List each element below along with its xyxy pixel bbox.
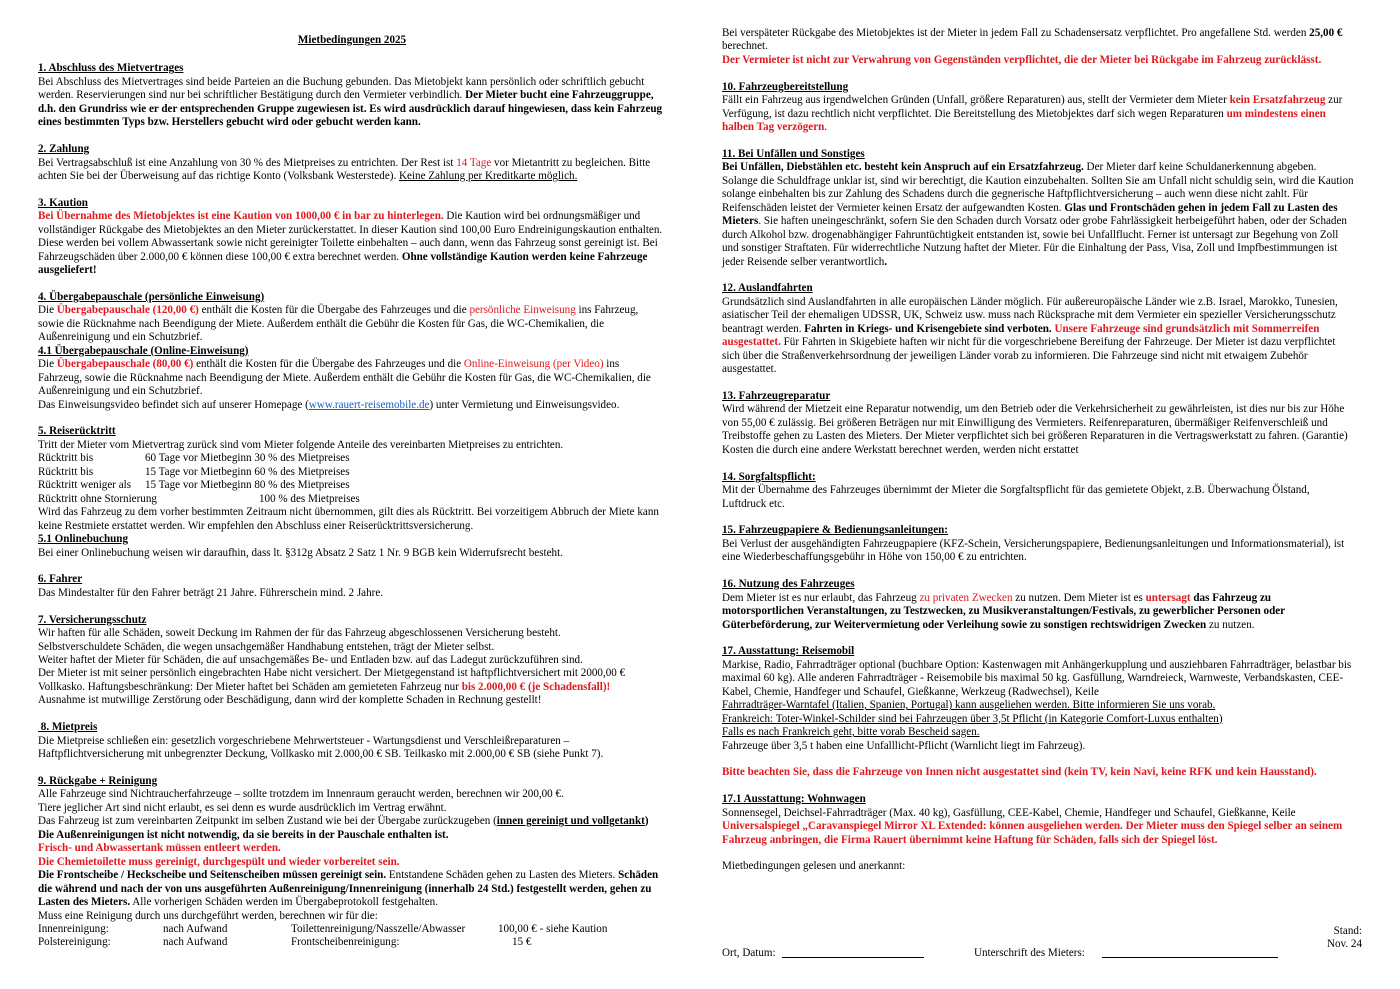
text-run: Die <box>38 304 57 317</box>
signature-row <box>722 946 1278 960</box>
section-9 <box>38 775 666 950</box>
section-13 <box>722 390 1354 457</box>
cleaning-cost-row <box>38 923 666 936</box>
text-run: . Sie haften uneingeschränkt, sofern Sie den Schaden durch Vorsatz oder grobe Fahrlässigkeit herbeigeführt haben, oder der Schaden durch Alkohol bzw. drogenabhängiger Fahruntüchtigkeit entstanden ist, sowie bei Unfallflucht. Ferner ist untersagt zur Begehung von Zoll und sonstiger Straftaten. Für widerrechtliche Nutzung haftet der Mieter. Für die Einhaltung der Pass, Visa, Zoll und Impfbestimmungen ist jeder Reisende selber verantwortlich <box>722 215 1347 268</box>
section-text <box>38 210 666 277</box>
text-run: Grundsätzlich sind Auslandfahrten in alle europäischen Länder möglich. Für außereuropäische Länder wie z.B. Israel, Marokko, Tunesien, asiatischer Teil der ehemaligen UDSSR, UK, Schweiz usw. muss nach Rücksprache mit dem Vermieter ein spezieller Versicherungsschutz beantragt werden. <box>722 295 1338 335</box>
text-run: Alle vorherigen Schäden werden im Übergabeprotokoll festgehalten. <box>130 896 438 909</box>
section-text: Ausnahme ist mutwillige Zerstörung oder Beschädigung, dann wird der komplette Schaden in Rechnung gestellt! <box>38 694 542 707</box>
section-text: Mit der Übernahme des Fahrzeuges übernimmt der Mieter die Sorgfaltspflicht für das gemietete Objekt, z.B. Überwachung Ölstand, Luftdruck etc. <box>722 484 1310 510</box>
highlight-text: Der Vermieter ist nicht zur Verwahrung von Gegenständen verpflichtet, die der Mieter bei Rückgabe im Fahrzeug zurücklässt. <box>722 53 1322 66</box>
section-16 <box>722 578 1354 632</box>
homepage-link[interactable]: www.rauert-reisemobile.de <box>308 398 430 411</box>
highlight-text: Übergabepauschale (80,00 €) <box>56 358 194 371</box>
section-text <box>38 667 666 694</box>
text-run: Der Mieter darf keine Schuldanerkennung abgeben. Solange die Schuldfrage unklar ist, sind wir berechtigt, die Kaution einzubehalten. Sollten Sie am Unfall nicht schuldig sein, wird die Kaution solange einbehalten bis zur Zahlung des Schadens durch die gegnerische Haftpflichtversicherung – auch wenn diese nicht zahlt. Für Reifenschäden leistet der Vermieter keinen Ersatz der aufgewandten Kosten. <box>722 161 1354 214</box>
section-text <box>38 815 666 842</box>
underlined-text: Keine Zahlung per Kreditkarte möglich. <box>399 170 578 183</box>
acknowledgement-text: Mietbedingungen gelesen und anerkannt: <box>722 860 906 873</box>
stand-label: Stand: <box>1333 925 1362 937</box>
section-text: Tritt der Mieter vom Mietvertrag zurück sind vom Mieter folgende Anteile des vereinbarten Mietpreises zu entrichten. <box>38 438 564 451</box>
section-text <box>722 27 1354 54</box>
bold-text: Glas und Frontschäden gehen in jedem Fall zu Lasten des Mieters <box>722 201 1338 228</box>
cleaning-cost-row <box>38 936 666 949</box>
text-run: berechnet. <box>722 40 768 53</box>
signature-label: Unterschrift des Mieters: <box>973 947 1085 959</box>
stand-date <box>1327 925 1362 952</box>
section-text: Selbstverschuldete Schäden, die wegen unsachgemäßer Handhabung entstehen, trägt der Mieter selbst. <box>38 640 495 653</box>
section-heading: 4.1 Übergabepauschale (Online-Einweisung) <box>38 344 249 357</box>
section-4-1 <box>38 345 666 412</box>
text-run: Bei verspäteter Rückgabe des Mietobjektes ist der Mieter in jedem Fall zu Schadensersatz verpflichtet. Pro angefallene Std. werden <box>722 27 1310 39</box>
bold-text: Bei Unfällen, Diebstählen etc. besteht kein Anspruch auf ein Ersatzfahrzeug. <box>722 161 1084 174</box>
bold-text: . <box>884 255 888 268</box>
section-text <box>722 296 1354 377</box>
section-4 <box>38 291 666 345</box>
cell: 15 Tage vor Mietbeginn 80 % des Mietpreises <box>145 479 350 492</box>
section-1 <box>38 62 666 129</box>
cell: nach Aufwand <box>163 936 228 949</box>
highlight-text: Bei Übernahme des Mietobjektes ist eine Kaution von 1000,00 € in bar zu hinterlegen. <box>38 210 444 223</box>
section-heading: 3. Kaution <box>38 196 88 209</box>
section-10 <box>722 81 1354 135</box>
section-text: Markise, Radio, Fahrradträger optional (buchbare Option: Kastenwagen mit Anhängerkupplung und ausziehbaren Fahrradträger, belastbar bis maximal 60 kg). Alle anderen Fahrradträger - Reisemobile bis maximal 50 kg. Gasfüllung, Warndreieck, Warnweste, Verbandskasten, CEE-Kabel, Chemie, Handfeger und Schaufel, Gießkanne, Werkzeug (Radwechsel), Keile <box>722 658 1352 698</box>
signature-footer <box>722 925 1362 965</box>
section-text <box>38 399 666 412</box>
cell: Rücktritt weniger als <box>38 479 132 492</box>
highlight-text: kein Ersatzfahrzeug <box>1229 94 1326 107</box>
cell: Rücktritt ohne Stornierung <box>38 492 157 505</box>
signature-field[interactable] <box>1102 946 1278 958</box>
section-heading: 7. Versicherungsschutz <box>38 613 147 626</box>
section-7 <box>38 614 666 708</box>
bold-text: innen gereinigt und vollgetankt <box>496 815 645 828</box>
section-heading: 10. Fahrzeugbereitstellung <box>722 80 849 93</box>
section-14 <box>722 471 1354 511</box>
highlight-text: bis 2.000,00 € (je Schadensfall)! <box>461 680 611 693</box>
section-text <box>722 592 1354 632</box>
cell: Polstereinigung: <box>38 936 111 949</box>
text-run: vor Mietantritt zu begleichen. Bitte achten Sie bei der Überweisung auf das richtige Konto (Volksbank Westerstede). <box>38 156 651 183</box>
cancellation-row <box>38 493 666 506</box>
section-text: Wird das Fahrzeug zu dem vorher bestimmten Zeitraum nicht übernommen, gilt dies als Rücktritt. Bei vorzeitigem Abbruch der Miete kann keine Restmiete erstattet werden. Wir empfehlen den Abschluss einer Reiserücktrittsversicherung. <box>38 506 659 532</box>
section-heading: 14. Sorgfaltspflicht: <box>722 470 816 483</box>
section-text <box>722 94 1354 134</box>
text-run: Bei Vertragsabschluß ist eine Anzahlung von 30 % des Mietpreises zu entrichten. Der Rest ist <box>38 156 457 169</box>
place-date-label: Ort, Datum: <box>722 947 776 959</box>
bold-text: Die Frontscheibe / Heckscheibe und Seitenscheiben müssen gereinigt sein. <box>38 869 387 882</box>
text-run: zu nutzen. <box>1206 618 1255 631</box>
highlight-text: 14 Tage <box>456 156 492 169</box>
highlight-text: Unsere Fahrzeuge sind grundsätzlich mit Sommerreifen ausgestattet. <box>722 322 1320 349</box>
text-run: Für Fahrten in Skigebiete haften wir nicht für die vorgeschriebene Bereifung der Fahrzeuge. Der Mieter ist dazu verpflichtet sich über die Straßenverkehrsordnung der jeweiligen Länder vorab zu informieren. Die Fahrzeuge sind nicht mit etwaigem Zubehör ausgestattet. <box>722 336 1336 376</box>
text-run: ins Fahrzeug, sowie die Rücknahme nach Beendigung der Miete. Außerdem enthält die Gebühr die Kosten für Gas, die WC-Chemikalien, die Außenreinigung und ein Schutzbrief. <box>38 358 651 398</box>
right-column <box>722 27 1354 874</box>
text-run: . <box>824 121 828 134</box>
section-text: Die Mietpreise schließen ein: gesetzlich vorgeschriebene Mehrwertsteuer - Wartungsdienst und Verschleißreparaturen – Haftpflichtversicherung mit unbegrenzter Deckung, Vollkasko mit 2.000,00 € SB. Teilkasko mit 2.000,00 € SB (siehe Punkt 7). <box>38 734 604 761</box>
section-8 <box>38 721 666 761</box>
text-run: enthält die Kosten für die Übergabe des Fahrzeuges und die <box>193 358 464 371</box>
section-text: Das Mindestalter für den Fahrer beträgt 21 Jahre. Führerschein mind. 2 Jahre. <box>38 586 384 599</box>
section-heading: 8. Mietpreis <box>38 721 98 734</box>
section-text <box>38 869 666 909</box>
section-9-continued <box>722 27 1354 67</box>
section-5 <box>38 425 666 533</box>
section-heading: 11. Bei Unfällen und Sonstiges <box>722 147 865 160</box>
highlight-text: Universalspiegel „Caravanspiegel Mirror XL Extended: können ausgeliehen werden. Der Mieter muss den Spiegel selber an seinem Fahrzeug anbringen, die Firma Rauert übernimmt keine Haftung für Schäden, falls sich der Spiegel löst. <box>722 820 1343 846</box>
cell: 100,00 € - siehe Kaution <box>498 922 608 935</box>
text-run: ins Fahrzeug, sowie die Rücknahme nach Beendigung der Miete. Außerdem enthält die Gebühr die Kosten für Gas, die WC-Chemikalien, die Außenreinigung und ein Schutzbrief. <box>38 304 639 344</box>
cell: 60 Tage vor Mietbeginn 30 % des Mietpreises <box>145 452 350 465</box>
left-column <box>38 27 666 950</box>
section-heading: 9. Rückgabe + Reinigung <box>38 774 158 787</box>
section-text: Bei einer Onlinebuchung weisen wir daraufhin, dass lt. §312g Absatz 2 Satz 1 Nr. 9 BGB kein Widerrufsrecht besteht. <box>38 546 563 559</box>
section-heading: 1. Abschluss des Mietvertrages <box>38 62 184 75</box>
highlight-text: Übergabepauschale (120,00 €) <box>56 304 199 317</box>
section-11 <box>722 148 1354 269</box>
section-heading: 16. Nutzung des Fahrzeuges <box>722 578 855 591</box>
underlined-text: Falls es nach Frankreich geht, bitte vorab Bescheid sagen. <box>722 726 980 739</box>
section-6 <box>38 573 666 600</box>
bold-text: 25,00 € <box>1309 27 1343 39</box>
section-text: Alle Fahrzeuge sind Nichtraucherfahrzeuge – sollte trotzdem im Innenraum geraucht werden, berechnen wir 200,00 €. <box>38 788 564 801</box>
section-heading: 2. Zahlung <box>38 143 90 156</box>
text-run: ) unter Vermietung und Einweisungsvideo. <box>429 398 620 411</box>
text-run: Das Fahrzeug ist zum vereinbarten Zeitpunkt im selben Zustand wie bei der Übergabe zurückzugeben ( <box>38 815 497 828</box>
cell: 100 % des Mietpreises <box>259 492 360 505</box>
section-2 <box>38 143 666 183</box>
bold-text: Ohne vollständige Kaution werden keine Fahrzeuge ausgeliefert! <box>38 250 648 277</box>
highlight-text: untersagt <box>1145 591 1191 604</box>
section-heading: 6. Fahrer <box>38 573 83 586</box>
highlight-text: Die Chemietoilette muss gereinigt, durchgespült und wieder vorbereitet sein. <box>38 855 400 868</box>
highlight-text: Online-Einweisung (per Video) <box>463 358 604 371</box>
section-text: Muss eine Reinigung durch uns durchgeführt werden, berechnen wir für die: <box>38 909 378 922</box>
underlined-text: Fahrradträger-Warntafel (Italien, Spanien, Portugal) kann ausgeliehen werden. Bitte informieren Sie uns vorab. <box>722 699 1216 712</box>
bold-text: das Fahrzeug zu motorsportlichen Veranstaltungen, zu Testzwecken, zu Musikveranstaltungen/Festivals, zu gewerblicher Personen oder Güterbeförderung, zur Weitervermietung oder Verleihung sowie zu sonstigen rechtswidrigen Zwecken <box>722 591 1285 631</box>
equipment-notice <box>722 766 1354 779</box>
section-3 <box>38 197 666 278</box>
section-text <box>38 304 666 344</box>
text-run: Der Mieter ist mit seiner persönlich eingebrachten Habe nicht versichert. Der Mietgegenstand ist haftpflichtversichert mit 2000,00 € Vollkasko. Haftungsbeschränkung: Der Mieter haftet bei Schäden am gemieteten Fahrzeug nur <box>38 667 626 693</box>
section-text: Fahrzeuge über 3,5 t haben eine Unfalllicht-Pflicht (Warnlicht liegt im Fahrzeug). <box>722 739 1086 752</box>
section-5-1 <box>38 533 666 560</box>
highlight-text: zu privaten Zwecken <box>919 591 1013 604</box>
cell: Innenreinigung: <box>38 922 109 935</box>
text-run: Bei Abschluss des Mietvertrages sind beide Parteien an die Buchung gebunden. Das Mietobjekt kann persönlich oder schriftlich gebucht werden. Reservierungen sind nur bei schriftlicher Bestätigung durch den Vermieter verbindlich. <box>38 75 645 102</box>
place-date-field[interactable] <box>782 946 924 958</box>
text-run: Die Kaution wird bei ordnungsmäßiger und vollständiger Rückgabe des Mietobjektes an den Mieter zurückerstattet. In dieser Kaution sind 100,00 Euro Endreinigungskaution enthalten. Diese werden bei vollem Abwassertank sowie nicht gereinigter Toilette einbehalten – auch dann, wenn das Fahrzeug sonst gereinigt ist. Bei Fahrzeugschäden über 2.000,00 € können diese 100,00 € extra berechnet werden. <box>38 210 663 263</box>
highlight-text: persönliche Einweisung <box>469 304 576 317</box>
section-heading: 12. Auslandfahrten <box>722 282 813 295</box>
section-text: Bei Verlust der ausgehändigten Fahrzeugpapiere (KFZ-Schein, Versicherungspapiere, Bedienungsanleitungen und Informationsmaterial), ist eine Wiederbeschaffungsgebühr in Höhe von 150,00 € zu entrichten. <box>722 537 1345 564</box>
highlight-text: Frisch- und Abwassertank müssen entleert werden. <box>38 842 281 855</box>
cancellation-row <box>38 479 666 492</box>
cancellation-row <box>38 452 666 465</box>
cell: nach Aufwand <box>163 922 228 935</box>
text-run: Fällt ein Fahrzeug aus irgendwelchen Gründen (Unfall, größere Reparaturen) aus, stellt der Vermieter dem Mieter <box>722 94 1230 107</box>
bold-text: Der Mieter bucht eine Fahrzeuggruppe, d.h. den Grundriss wie er der entsprechenden Gruppe zugewiesen ist. Es wird ausdrücklich darauf hingewiesen, dass kein Fahrzeug eines bestimmten Typs bzw. Herstellers gebucht wird oder gebucht werden kann. <box>38 89 663 129</box>
cell: Toilettenreinigung/Nasszelle/Abwasser <box>291 922 466 935</box>
section-text <box>38 76 666 130</box>
highlight-text: Bitte beachten Sie, dass die Fahrzeuge von Innen nicht ausgestattet sind (kein TV, kein Navi, keine RFK und kein Hausstand). <box>722 766 1317 779</box>
document-title: Mietbedingungen 2025 <box>297 34 407 46</box>
highlight-text: um mindestens einen halben Tag verzögern <box>722 107 1326 134</box>
section-heading: 5. Reiserücktritt <box>38 425 116 438</box>
section-text: Weiter haftet der Mieter für Schäden, die auf unsachgemäßes Be- und Entladen bzw. auf das Ladegut zurückzuführen sind. <box>38 654 583 667</box>
cell: Rücktritt bis <box>38 452 94 465</box>
stand-value: Nov. 24 <box>1326 938 1362 951</box>
text-run: zu nutzen. Dem Mieter ist es <box>1012 591 1146 604</box>
section-text: Wir haften für alle Schäden, soweit Deckung im Rahmen der für das Fahrzeug abgeschlossenen Versicherung besteht. <box>38 627 561 640</box>
text-run: Das Einweisungsvideo befindet sich auf unserer Homepage ( <box>38 398 309 411</box>
bold-text: Schäden die während und nach der von uns ausgeführten Außenreinigung/Innenreinigung (innerhalb 24 Std.) festgestellt werden, gehen zu Lasten des Mieters. <box>38 869 659 909</box>
section-text: Sonnensegel, Deichsel-Fahrradträger (Max. 40 kg), Gasfüllung, CEE-Kabel, Chemie, Handfeger und Schaufel, Gießkanne, Keile <box>722 806 1296 819</box>
text-run: enthält die Kosten für die Übergabe des Fahrzeuges und die <box>198 304 470 317</box>
section-heading: 5.1 Onlinebuchung <box>38 533 129 546</box>
cell: 15 Tage vor Mietbeginn 60 % des Mietpreises <box>145 465 350 478</box>
text-run: zur Verfügung, ist dazu rechtlich nicht verpflichtet. Die Bereitstellung des Mietobjektes darf sich wegen Reparaturen <box>722 94 1343 120</box>
section-heading: 15. Fahrzeugpapiere & Bedienungsanleitungen: <box>722 524 948 537</box>
cell: 15 € <box>512 936 532 949</box>
section-17-1 <box>722 793 1354 847</box>
section-17 <box>722 645 1354 753</box>
section-text <box>38 358 666 398</box>
bold-text: Fahrten in Kriegs- und Krisengebiete sind verboten. <box>804 322 1052 335</box>
section-heading: 4. Übergabepauschale (persönliche Einweisung) <box>38 290 265 303</box>
section-heading: 13. Fahrzeugreparatur <box>722 389 831 402</box>
text-run: Dem Mieter ist es nur erlaubt, das Fahrzeug <box>722 591 920 604</box>
section-text: Tiere jeglicher Art sind nicht erlaubt, es sei denn es wurde ausdrücklich im Vertrag erwähnt. <box>38 801 447 814</box>
cell: Frontscheibenreinigung: <box>291 936 400 949</box>
cell: Rücktritt bis <box>38 465 94 478</box>
text-run: Entstandene Schäden gehen zu Lasten des Mieters. <box>386 869 619 882</box>
underlined-text: Frankreich: Toter-Winkel-Schilder sind bei Fahrzeugen über 3,5t Pflicht (in Kategorie Comfort-Luxus enthalten) <box>722 712 1223 725</box>
section-15 <box>722 524 1354 564</box>
section-heading: 17.1 Ausstattung: Wohnwagen <box>722 793 866 806</box>
section-text <box>38 157 666 184</box>
section-12 <box>722 282 1354 376</box>
section-text <box>722 161 1354 269</box>
section-heading: 17. Ausstattung: Reisemobil <box>722 645 855 658</box>
text-run: Die <box>38 358 57 371</box>
cancellation-row <box>38 466 666 479</box>
bold-text: ) Die Außenreinigungen ist nicht notwendig, da sie bereits in der Pauschale enthalten ist. <box>38 815 649 841</box>
section-text: Wird während der Mietzeit eine Reparatur notwendig, um den Betrieb oder die Verkehrsicherheit zu gewährleisten, ist dies nur bis zur Höhe von 55,00 € zulässig. Bei größeren Beträgen nur mit Einwilligung des Vermieters. Reifenreparaturen, übermäßiger Reifenverschleiß und Treibstoffe gehen zu Lasten des Mieters. Der Mieter verpflichtet sich bei größeren Reparaturen in die Vertragswerkstatt zu fahren. (Garantie) Kosten die durch eine andere Werkstatt berechnet werden, werden nicht erstattet <box>722 403 1348 456</box>
